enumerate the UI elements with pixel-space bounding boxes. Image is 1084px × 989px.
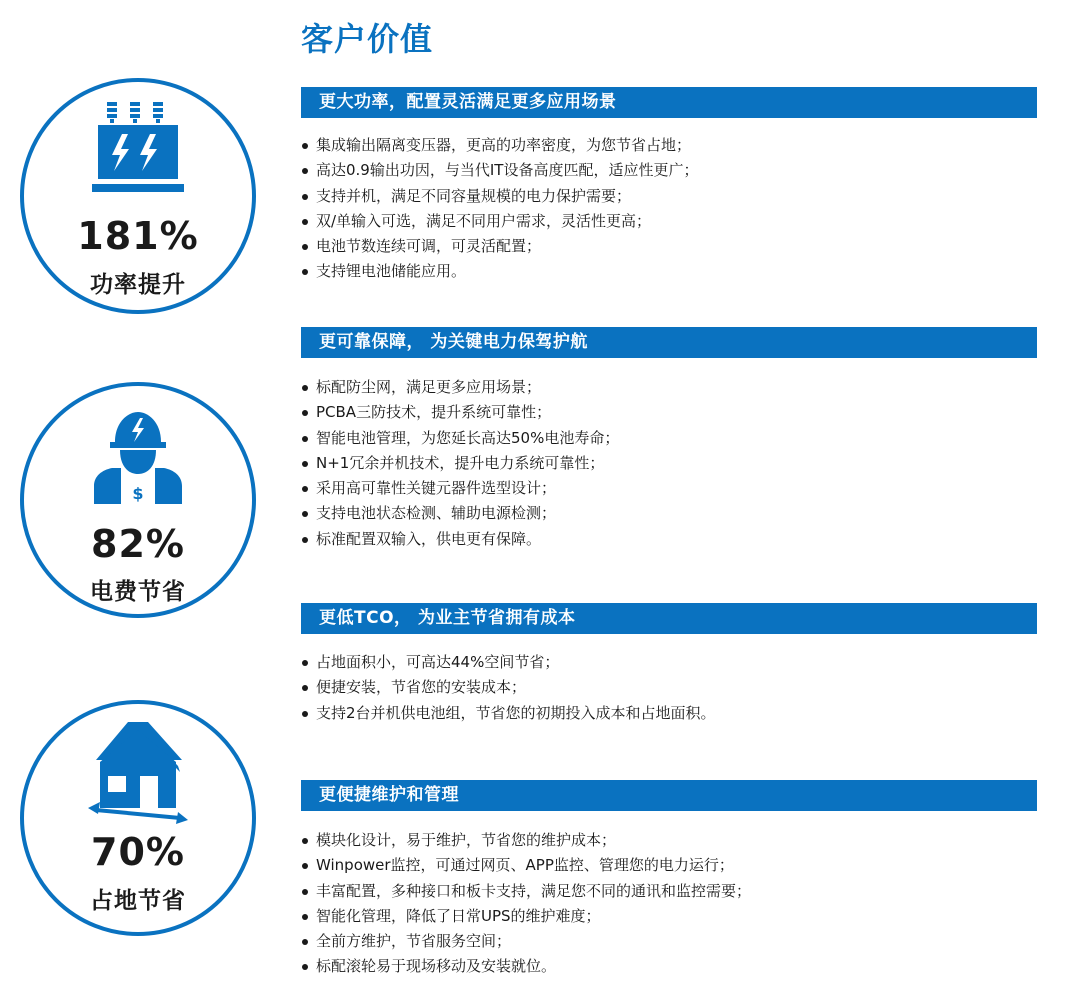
svg-text:$: $ [132, 484, 144, 503]
page-title: 客户价值 [301, 20, 434, 58]
list-item: 支持锂电池储能应用。 [301, 259, 698, 284]
list-item: 支持电池状态检测、辅助电源检测； [301, 501, 619, 526]
list-item: 标配防尘网，满足更多应用场景； [301, 375, 619, 400]
section-list-tco [301, 650, 716, 726]
list-item: N+1冗余并机技术，提升电力系统可靠性； [301, 451, 619, 476]
worker-icon [88, 404, 188, 504]
section-list-maintenance [301, 828, 751, 980]
stat-circle-power [20, 78, 256, 314]
section-header-power: 更大功率，配置灵活满足更多应用场景 [301, 87, 1037, 118]
list-item: Winpower监控，可通过网页、APP监控、管理您的电力运行； [301, 853, 751, 878]
stat-value: 181% [77, 214, 199, 258]
section-list-power [301, 133, 698, 285]
section-header-tco: 更低TCO， 为业主节省拥有成本 [301, 603, 1037, 634]
list-item: PCBA三防技术，提升系统可靠性； [301, 400, 619, 425]
stat-label: 功率提升 [90, 272, 186, 298]
stat-value: 82% [91, 522, 185, 566]
list-item: 采用高可靠性关键元器件选型设计； [301, 476, 619, 501]
stat-label: 占地节省 [90, 888, 186, 914]
list-item: 支持2台并机供电池组，节省您的初期投入成本和占地面积。 [301, 701, 716, 726]
stat-value: 70% [91, 830, 185, 874]
stat-circle-space [20, 700, 256, 936]
list-item: 智能化管理，降低了日常UPS的维护难度； [301, 904, 751, 929]
stat-circle-cost [20, 382, 256, 618]
list-item: 全前方维护，节省服务空间； [301, 929, 751, 954]
stat-label: 电费节省 [90, 579, 186, 605]
house-icon [84, 714, 192, 826]
list-item: 标准配置双输入，供电更有保障。 [301, 527, 619, 552]
list-item: 电池节数连续可调，可灵活配置； [301, 234, 698, 259]
list-item: 高达0.9输出功因，与当代IT设备高度匹配，适应性更广； [301, 158, 698, 183]
section-header-maintenance: 更便捷维护和管理 [301, 780, 1037, 811]
list-item: 占地面积小，可高达44%空间节省； [301, 650, 716, 675]
list-item: 集成输出隔离变压器，更高的功率密度，为您节省占地； [301, 133, 698, 158]
list-item: 标配滚轮易于现场移动及安装就位。 [301, 954, 751, 979]
section-list-reliability [301, 375, 619, 552]
list-item: 模块化设计，易于维护，节省您的维护成本； [301, 828, 751, 853]
transformer-icon [90, 100, 186, 198]
list-item: 便捷安装，节省您的安装成本； [301, 675, 716, 700]
list-item: 支持并机，满足不同容量规模的电力保护需要； [301, 184, 698, 209]
list-item: 双/单输入可选，满足不同用户需求，灵活性更高； [301, 209, 698, 234]
list-item: 丰富配置，多种接口和板卡支持，满足您不同的通讯和监控需要； [301, 879, 751, 904]
section-header-reliability: 更可靠保障， 为关键电力保驾护航 [301, 327, 1037, 358]
list-item: 智能电池管理，为您延长高达50%电池寿命； [301, 426, 619, 451]
